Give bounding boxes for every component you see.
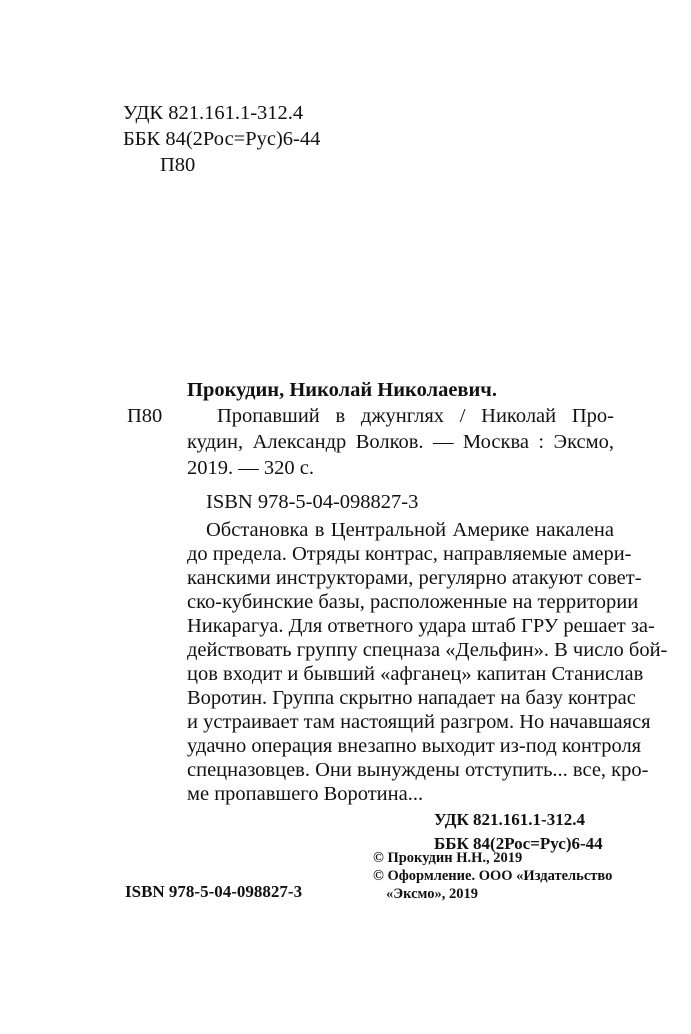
card-title-line-2: кудин, Александр Волков. — Москва : Эксмо, (187, 431, 614, 453)
annotation-line: цов входит и бывший «афганец» капитан Станислав (187, 663, 644, 685)
card-code: П80 (127, 405, 163, 427)
bottom-udk: УДК 821.161.1-312.4 (434, 810, 585, 829)
top-code: П80 (160, 154, 196, 176)
top-udk: УДК 821.161.1-312.4 (123, 102, 304, 124)
annotation-line: спецназовцев. Они вынуждены отступить... все, кро- (187, 759, 649, 781)
annotation-line: до предела. Отряды контрас, направляемые амери- (187, 543, 632, 565)
annotation-line: ско-кубинские базы, расположенные на территории (187, 591, 639, 613)
annotation-line: канскими инструкторами, регулярно атакуют совет- (187, 567, 642, 589)
footer-isbn: ISBN 978-5-04-098827-3 (125, 882, 303, 901)
annotation-line: Никарагуа. Для ответного удара штаб ГРУ решает за- (187, 615, 655, 637)
annotation-line: Воротин. Группа скрытно нападает на базу контрас (187, 687, 636, 709)
card-author: Прокудин, Николай Николаевич. (187, 379, 497, 401)
annotation-line: ме пропавшего Воротина... (187, 783, 424, 805)
card-title-line-1: Пропавший в джунглях / Николай Про- (217, 405, 614, 427)
top-bbk: ББК 84(2Рос=Рус)6-44 (123, 128, 321, 150)
bottom-bbk: ББК 84(2Рос=Рус)6-44 (434, 834, 603, 853)
annotation-line: и устраивает там настоящий разгром. Но начавшаяся (187, 711, 651, 733)
annotation-line: действовать группу спецназа «Дельфин». В число бой- (187, 639, 668, 661)
card-isbn: ISBN 978-5-04-098827-3 (206, 491, 419, 513)
copyright-design-line-1: © Оформление. ООО «Издательство (373, 868, 613, 884)
copyright-design-line-2: «Эксмо», 2019 (386, 886, 478, 902)
card-title-line-3: 2019. — 320 с. (187, 457, 314, 479)
annotation-line: Обстановка в Центральной Америке накалена (206, 519, 614, 541)
annotation-line: удачно операция внезапно выходит из-под контроля (187, 735, 642, 757)
copyright-author: © Прокудин Н.Н., 2019 (373, 850, 523, 866)
